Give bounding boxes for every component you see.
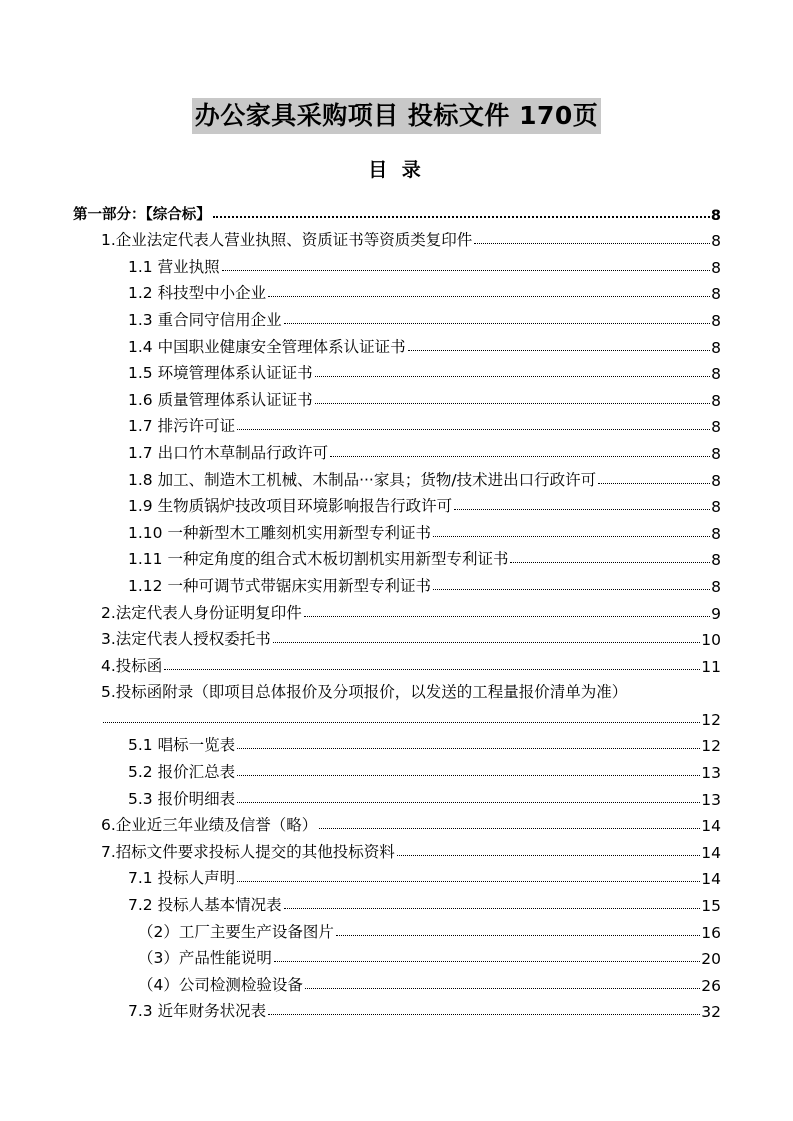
dot-leader	[330, 456, 710, 457]
dot-leader	[237, 429, 710, 430]
dot-leader	[433, 536, 710, 537]
dot-leader	[474, 243, 710, 244]
toc-page-number: 8	[711, 444, 721, 463]
toc-entry-1-1[interactable]	[73, 250, 721, 277]
dot-leader	[510, 562, 710, 563]
toc-page-number: 14	[701, 870, 721, 889]
toc-page-number: 12	[701, 737, 721, 756]
dot-leader	[336, 935, 700, 936]
dot-leader	[315, 403, 711, 404]
dot-leader	[454, 509, 710, 510]
toc-label: 1.12 一种可调节式带锯床实用新型专利证书	[128, 576, 431, 595]
dot-leader	[237, 881, 700, 882]
toc-page-number: 12	[701, 710, 721, 729]
toc-label: 5.1 唱标一览表	[128, 736, 236, 755]
toc-page-number: 14	[701, 817, 721, 836]
toc-entry-1-2[interactable]	[73, 277, 721, 304]
dot-leader	[397, 855, 700, 856]
toc-label: 1.2 科技型中小企业	[128, 284, 267, 303]
toc-heading: 目 录	[368, 159, 425, 181]
toc-entry-1-12[interactable]	[73, 569, 721, 596]
toc-page-number: 8	[711, 338, 721, 357]
toc-label: 5.3 报价明细表	[128, 789, 236, 808]
toc-label: 2.法定代表人身份证明复印件	[101, 603, 302, 622]
toc-label: 1.5 环境管理体系认证证书	[128, 364, 313, 383]
toc-entry-6[interactable]	[73, 809, 721, 836]
toc-entry-1-10[interactable]	[73, 516, 721, 543]
toc-label: 1.7 排污许可证	[128, 417, 236, 436]
toc-label: 4.投标函	[101, 656, 163, 675]
toc-label: 7.3 近年财务状况表	[128, 1002, 267, 1021]
toc-page-number: 32	[701, 1003, 721, 1022]
toc-label: 1.8 加工、制造木工机械、木制品···家具；货物/技术进出口行政许可	[128, 470, 597, 489]
toc-page-number: 8	[711, 524, 721, 543]
toc-entry-part1[interactable]	[73, 197, 721, 224]
dot-leader	[284, 323, 711, 324]
dot-leader	[315, 376, 711, 377]
dot-leader	[237, 775, 700, 776]
toc-label: 1.1 营业执照	[128, 257, 220, 276]
toc-entry-5-1[interactable]	[73, 729, 721, 756]
toc-page-number: 9	[711, 604, 721, 623]
toc-page-number: 11	[701, 657, 721, 676]
toc-label: （2）工厂主要生产设备图片	[138, 922, 334, 941]
toc-label: 1.企业法定代表人营业执照、资质证书等资质类复印件	[101, 231, 473, 250]
toc-entry-5[interactable]	[73, 676, 721, 703]
toc-entry-1-5[interactable]	[73, 357, 721, 384]
toc-page-number: 8	[711, 311, 721, 330]
dot-leader	[433, 589, 710, 590]
toc-label: 6.企业近三年业绩及信誉（略）	[101, 816, 318, 835]
toc-page-number: 8	[711, 232, 721, 251]
dot-leader	[284, 908, 701, 909]
toc-page-number: 10	[701, 631, 721, 650]
toc-label: 5.投标函附录（即项目总体报价及分项报价，以发送的工程量报价清单为准）	[101, 683, 628, 702]
toc-label: 7.招标文件要求投标人提交的其他投标资料	[101, 842, 395, 861]
toc-page-number: 8	[711, 258, 721, 277]
dot-leader	[164, 669, 700, 670]
toc-entry-7-2-2[interactable]	[73, 915, 721, 942]
toc-page-number: 8	[711, 365, 721, 384]
toc-page-number: 8	[711, 418, 721, 437]
toc-label: 1.4 中国职业健康安全管理体系认证证书	[128, 337, 406, 356]
toc-entry-4[interactable]	[73, 649, 721, 676]
toc-entry-5-continuation[interactable]	[73, 702, 721, 729]
dot-leader	[237, 748, 700, 749]
toc-label: 1.7 出口竹木草制品行政许可	[128, 443, 329, 462]
toc-page-number: 16	[701, 923, 721, 942]
toc-label: （3）产品性能说明	[138, 949, 272, 968]
toc-entry-1-3[interactable]	[73, 303, 721, 330]
toc-page-number: 15	[701, 897, 721, 916]
toc-label: 3.法定代表人授权委托书	[101, 630, 271, 649]
dot-leader	[103, 722, 700, 723]
toc-page-number: 8	[711, 577, 721, 596]
toc-label: 1.3 重合同守信用企业	[128, 310, 282, 329]
toc-page-number: 8	[711, 551, 721, 570]
document-title: 办公家具采购项目 投标文件 170页	[192, 98, 602, 134]
toc-entry-1-6[interactable]	[73, 383, 721, 410]
dot-leader	[598, 483, 710, 484]
toc-label: 5.2 报价汇总表	[128, 763, 236, 782]
toc-entry-1-11[interactable]	[73, 543, 721, 570]
toc-label: 7.1 投标人声明	[128, 869, 236, 888]
toc-label: 1.6 质量管理体系认证证书	[128, 390, 313, 409]
toc-entry-1-4[interactable]	[73, 330, 721, 357]
dot-leader	[268, 1014, 700, 1015]
toc-entry-7-2-3[interactable]	[73, 942, 721, 969]
dot-leader	[222, 270, 711, 271]
toc-label: 第一部分：【综合标】	[73, 206, 211, 223]
toc-page-number: 8	[711, 391, 721, 410]
toc-entry-5-3[interactable]	[73, 782, 721, 809]
toc-entry-7-1[interactable]	[73, 862, 721, 889]
toc-page-number: 8	[711, 498, 721, 517]
toc-page-number: 8	[711, 471, 721, 490]
toc-entry-1-8[interactable]	[73, 463, 721, 490]
dot-leader	[274, 961, 700, 962]
toc-label: （4）公司检测检验设备	[138, 975, 303, 994]
toc-label: 1.10 一种新型木工雕刻机实用新型专利证书	[128, 523, 431, 542]
toc-entry-7[interactable]	[73, 835, 721, 862]
table-of-contents	[73, 197, 721, 1021]
toc-page-number: 13	[701, 790, 721, 809]
dot-leader	[305, 988, 700, 989]
toc-page-number: 13	[701, 764, 721, 783]
toc-page-number: 14	[701, 843, 721, 862]
dot-leader	[273, 642, 700, 643]
toc-entry-1-7b[interactable]	[73, 436, 721, 463]
title-container	[0, 98, 793, 134]
dot-leader	[268, 296, 710, 297]
dot-leader	[304, 616, 710, 617]
toc-entry-1-7a[interactable]	[73, 410, 721, 437]
toc-label: 1.11 一种定角度的组合式木板切割机实用新型专利证书	[128, 550, 509, 569]
dot-leader	[319, 828, 700, 829]
dot-leader	[213, 216, 710, 218]
dot-leader	[408, 350, 711, 351]
toc-entry-2[interactable]	[73, 596, 721, 623]
toc-label: 1.9 生物质锅炉技改项目环境影响报告行政许可	[128, 497, 453, 516]
toc-page-number: 20	[701, 950, 721, 969]
toc-entry-5-2[interactable]	[73, 755, 721, 782]
toc-page-number: 26	[701, 976, 721, 995]
toc-page-number: 8	[711, 285, 721, 304]
toc-entry-7-3[interactable]	[73, 995, 721, 1022]
toc-label: 7.2 投标人基本情况表	[128, 896, 282, 915]
toc-entry-7-2[interactable]	[73, 888, 721, 915]
toc-entry-3[interactable]	[73, 623, 721, 650]
toc-entry-7-2-4[interactable]	[73, 968, 721, 995]
toc-page-number: 8	[710, 207, 721, 224]
dot-leader	[237, 802, 700, 803]
toc-entry-1-9[interactable]	[73, 490, 721, 517]
toc-entry-1[interactable]	[73, 224, 721, 251]
